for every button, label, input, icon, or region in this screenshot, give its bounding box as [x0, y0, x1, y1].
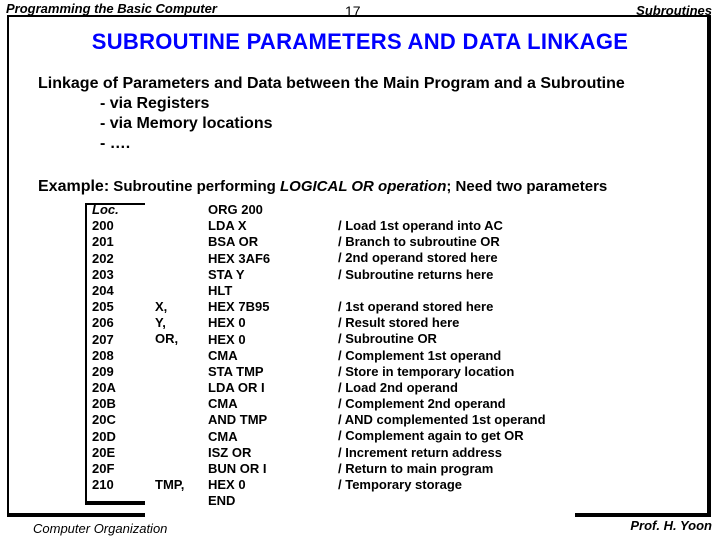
- slide-title: SUBROUTINE PARAMETERS AND DATA LINKAGE: [91, 29, 629, 54]
- instruction-line: HLT: [208, 282, 233, 298]
- footer-author: Prof. H. Yoon: [630, 518, 712, 533]
- comment-line: / Branch to subroutine OR: [338, 234, 500, 250]
- comment-line: / 2nd operand stored here: [338, 250, 498, 266]
- label-column: [155, 299, 184, 493]
- location-value: 204: [92, 282, 114, 298]
- location-value: 202: [92, 250, 114, 266]
- instruction-line: ISZ OR: [208, 444, 252, 460]
- instruction-line: END: [208, 493, 236, 509]
- location-value: 207: [92, 331, 114, 347]
- comment-line: / Subroutine returns here: [338, 266, 494, 282]
- comment-line: / Subroutine OR: [338, 331, 437, 347]
- instruction-line: HEX 0: [208, 477, 246, 493]
- location-value: 20D: [92, 428, 116, 444]
- instruction-column: [208, 202, 270, 510]
- comment-line: / AND complemented 1st operand: [338, 412, 546, 428]
- instruction-line: HEX 3AF6: [208, 250, 271, 266]
- instruction-line: BSA OR: [208, 234, 259, 250]
- location-value: 203: [92, 266, 114, 282]
- example-label: Example:: [38, 178, 110, 195]
- comment-line: / Temporary storage: [338, 477, 463, 492]
- comment-column: [338, 218, 546, 493]
- instruction-line: HEX 7B95: [208, 299, 270, 315]
- symbol-label: OR,: [155, 331, 179, 347]
- comment-line: / Result stored here: [338, 315, 460, 331]
- location-value: 206: [92, 315, 114, 331]
- comment-line: [338, 283, 546, 299]
- location-value: 20C: [92, 412, 116, 428]
- example-text-before: Subroutine performing: [109, 178, 280, 195]
- location-value: 209: [92, 363, 114, 379]
- symbol-label: [155, 348, 184, 364]
- intro-bullet-memory: - via Memory locations: [100, 115, 273, 132]
- symbol-label: [155, 445, 184, 461]
- header-section-title: Subroutines: [636, 3, 712, 18]
- comment-line: / Return to main program: [338, 460, 494, 476]
- instruction-line: CMA: [208, 347, 238, 363]
- intro-line: Linkage of Parameters and Data between the Main Program and a Subroutine: [38, 75, 625, 92]
- symbol-label: [155, 364, 184, 380]
- location-value: 20B: [92, 396, 116, 412]
- symbol-label: [155, 396, 184, 412]
- footer-course: Computer Organization: [33, 521, 168, 536]
- instruction-line: CMA: [208, 396, 238, 412]
- location-value: 205: [92, 299, 114, 315]
- location-header: Loc.: [92, 202, 119, 217]
- comment-line: / Complement 1st operand: [338, 347, 502, 363]
- location-value: 20A: [92, 380, 116, 396]
- symbol-label: [155, 380, 184, 396]
- location-value: 20E: [92, 444, 116, 460]
- instruction-line: BUN OR I: [208, 461, 267, 476]
- comment-line: / Store in temporary location: [338, 363, 515, 379]
- instruction-line: HEX 0: [208, 331, 246, 347]
- instruction-line: AND TMP: [208, 412, 268, 428]
- location-value: 200: [92, 218, 114, 234]
- symbol-label: X,: [155, 299, 168, 314]
- instruction-line: STA Y: [208, 266, 245, 282]
- page-number: 17: [345, 3, 361, 19]
- location-value: 20F: [92, 461, 115, 476]
- symbol-label: [155, 412, 184, 428]
- example-text-after: ; Need two parameters: [446, 178, 608, 195]
- symbol-label: Y,: [155, 315, 166, 331]
- comment-line: / 1st operand stored here: [338, 298, 494, 314]
- symbol-label: [155, 429, 184, 445]
- symbol-label: [155, 461, 184, 477]
- header-course-title: Programming the Basic Computer: [6, 1, 217, 16]
- comment-line: / Increment return address: [338, 444, 502, 460]
- example-line: [38, 178, 607, 196]
- location-value: 208: [92, 347, 114, 363]
- location-column: [92, 202, 119, 493]
- instruction-line: CMA: [208, 428, 238, 444]
- instruction-line: STA TMP: [208, 363, 264, 379]
- comment-line: / Complement again to get OR: [338, 428, 524, 444]
- instruction-line: ORG 200: [208, 202, 263, 217]
- intro-bullet-registers: - via Registers: [100, 95, 210, 112]
- location-value: 210: [92, 477, 114, 493]
- symbol-label: TMP,: [155, 477, 185, 493]
- intro-bullet-etc: - ….: [100, 135, 131, 152]
- comment-line: / Complement 2nd operand: [338, 396, 506, 412]
- instruction-line: LDA X: [208, 218, 247, 234]
- example-italic-text: LOGICAL OR operation: [279, 178, 447, 195]
- comment-line: / Load 2nd operand: [338, 379, 458, 395]
- location-value: 201: [92, 234, 114, 250]
- comment-line: / Load 1st operand into AC: [338, 218, 503, 233]
- instruction-line: LDA OR I: [208, 380, 265, 396]
- instruction-line: HEX 0: [208, 315, 246, 331]
